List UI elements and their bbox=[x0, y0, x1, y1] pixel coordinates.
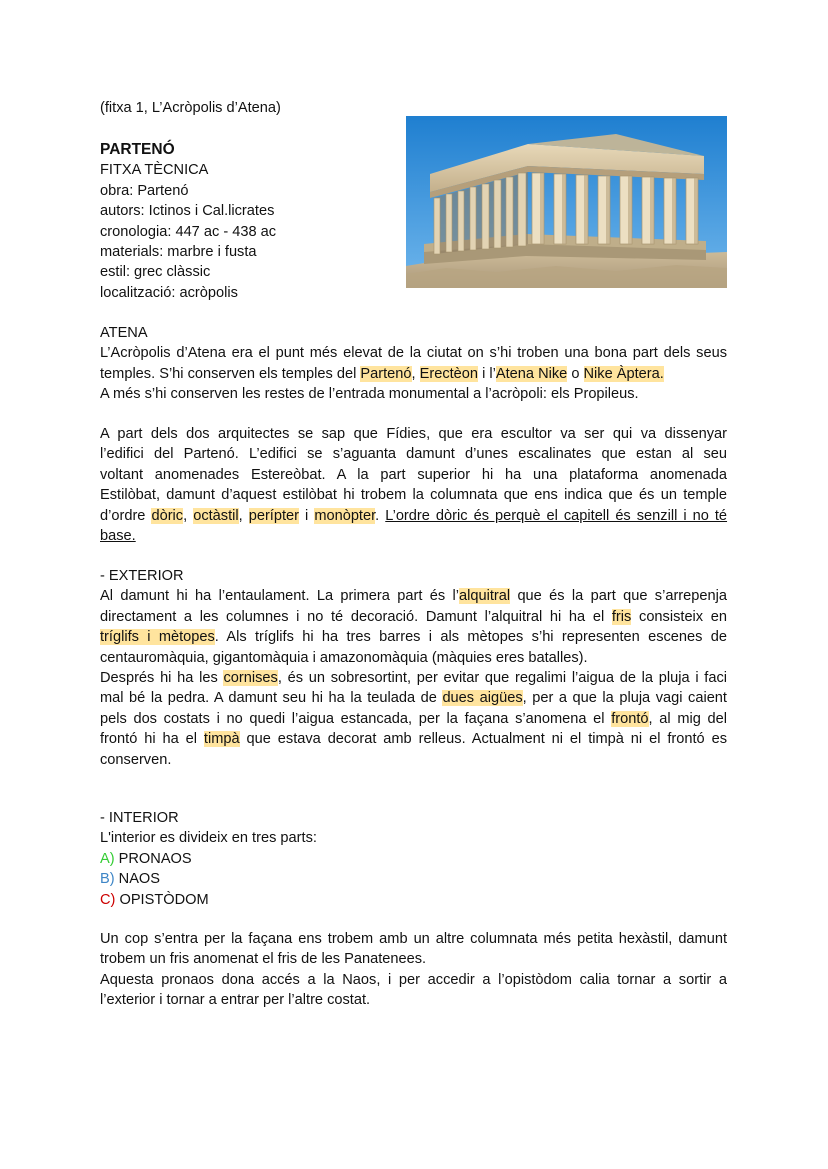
highlight-octastil: octàstil bbox=[193, 507, 239, 524]
architecture-paragraph bbox=[100, 424, 727, 546]
highlight-erecteon: Erectèon bbox=[419, 365, 479, 382]
text-span: directament a les columnes i no té decoració. Damunt l’alquitral hi ha el bbox=[100, 608, 612, 625]
interior-paragraph bbox=[100, 929, 727, 1011]
text-span: frontó hi ha el bbox=[100, 731, 204, 748]
highlight-timpa: timpà bbox=[203, 731, 240, 748]
arch-line-3: voltant anomenades Estereòbat. A la part superior hi ha una plataforma anomenada bbox=[100, 466, 727, 483]
underlined-text: base. bbox=[100, 528, 136, 545]
highlight-peripter: perípter bbox=[248, 507, 300, 524]
atena-heading: ATENA bbox=[100, 325, 148, 341]
interior-line-3: Aquesta pronaos dona accés a la Naos, i per accedir a l’opistòdom calia tornar a sortir a bbox=[100, 971, 727, 988]
source-line: (fitxa 1, L’Acròpolis d’Atena) bbox=[100, 100, 281, 116]
exterior-line-1 bbox=[100, 586, 727, 606]
page-title: PARTENÓ bbox=[100, 141, 175, 158]
text-span: d’ordre bbox=[100, 507, 152, 524]
text-span: que és la part que s’arrepenja bbox=[510, 588, 727, 605]
tech-heading: FITXA TÈCNICA bbox=[100, 162, 209, 179]
exterior-line-8 bbox=[100, 729, 727, 749]
arch-line-1: A part dels dos arquitectes se sap que Fídies, que era escultor va ser qui va dissenyar bbox=[100, 426, 727, 442]
interior-line-2: trobem un fris anomenat el fris de les Panatenees. bbox=[100, 951, 427, 968]
text-span: , per a que la pluja vagi caient bbox=[522, 690, 727, 707]
parthenon-photo bbox=[406, 116, 727, 288]
arch-line-2: l’edifici del Partenó. L’edifici se s’aguanta damunt d’unes escalinates que estan al seu bbox=[100, 446, 727, 463]
tech-line-cronologia: cronologia: 447 ac - 438 ac bbox=[100, 223, 277, 240]
text-span: mal bé la pedra. A damunt seu hi ha la teulada de bbox=[100, 690, 443, 707]
interior-section bbox=[100, 808, 727, 910]
atena-line-1: L’Acròpolis d’Atena era el punt més elevat de la ciutat on s’hi troben una bona part dels seus bbox=[100, 345, 727, 362]
part-name: NAOS bbox=[118, 871, 161, 888]
part-letter: B) bbox=[100, 871, 115, 888]
text-span: pels dos costats i no quedi l’aigua estancada, per la façana s’anomena el bbox=[100, 710, 612, 727]
text-span: i bbox=[299, 507, 315, 524]
exterior-line-5 bbox=[100, 668, 727, 688]
part-name: OPISTÒDOM bbox=[119, 891, 209, 908]
atena-line-3: A més s’hi conserven les restes de l’entrada monumental a l’acròpoli: els Propileus. bbox=[100, 386, 639, 403]
tech-line-autors: autors: Ictinos i Cal.licrates bbox=[100, 203, 275, 220]
highlight-partenon: Partenó bbox=[360, 365, 412, 382]
exterior-line-9: conserven. bbox=[100, 751, 172, 768]
highlight-alquitral: alquitral bbox=[458, 588, 511, 605]
text-span: . Als tríglifs hi ha tres barres i als mètopes s’hi representen escenes de bbox=[214, 629, 727, 646]
text-span: , bbox=[411, 365, 420, 382]
exterior-section bbox=[100, 566, 727, 770]
text-span: que estava decorat amb relleus. Actualment ni el timpà ni el frontó es bbox=[239, 731, 727, 748]
part-letter: C) bbox=[100, 891, 116, 908]
interior-heading: - INTERIOR bbox=[100, 810, 179, 826]
text-span: , és un sobresortint, per evitar que regalimi l’aigua de la pluja i faci bbox=[277, 670, 727, 687]
atena-line-2 bbox=[100, 364, 727, 384]
tech-line-estil: estil: grec clàssic bbox=[100, 264, 211, 281]
highlight-nike-aptera: Nike Àptera. bbox=[583, 365, 664, 382]
part-name: PRONAOS bbox=[118, 850, 192, 867]
exterior-line-7 bbox=[100, 709, 727, 729]
text-span: , bbox=[238, 507, 249, 524]
exterior-heading: - EXTERIOR bbox=[100, 568, 184, 584]
text-span: , al mig del bbox=[648, 710, 727, 727]
text-span: Després hi ha les bbox=[100, 670, 224, 687]
highlight-monopter: monòpter bbox=[314, 507, 376, 524]
arch-line-6 bbox=[100, 526, 727, 546]
highlight-cornises: cornises bbox=[223, 670, 278, 687]
tech-line-localitzacio: localització: acròpolis bbox=[100, 284, 238, 301]
tech-sheet bbox=[100, 140, 400, 303]
atena-section bbox=[100, 323, 727, 405]
highlight-dues-aigues: dues aigües bbox=[442, 690, 523, 707]
part-letter: A) bbox=[100, 850, 115, 867]
text-span: . bbox=[375, 507, 386, 524]
text-span: temples. S’hi conserven els temples del bbox=[100, 365, 361, 382]
interior-part-c bbox=[100, 890, 727, 910]
highlight-atena-nike: Atena Nike bbox=[495, 365, 568, 382]
arch-line-5 bbox=[100, 506, 727, 526]
highlight-triglifs: tríglifs i mètopes bbox=[100, 629, 215, 646]
text-span: o bbox=[567, 365, 584, 382]
highlight-doric: dòric bbox=[151, 507, 184, 524]
text-span: consisteix en bbox=[631, 608, 728, 625]
interior-part-a bbox=[100, 849, 727, 869]
exterior-line-6 bbox=[100, 688, 727, 708]
interior-line-4: l’exterior i tornar a entrar per l’altre costat. bbox=[100, 992, 371, 1009]
tech-line-materials: materials: marbre i fusta bbox=[100, 244, 257, 261]
exterior-line-4: centauromàquia, gigantomàquia i amazonomàquia (màquies eres batalles). bbox=[100, 649, 588, 666]
interior-part-b bbox=[100, 869, 727, 889]
arch-line-4: Estilòbat, damunt d’aquest estilòbat hi trobem la columnata que ens indica que és un temple bbox=[100, 487, 727, 504]
text-span: , bbox=[183, 507, 194, 524]
exterior-line-3 bbox=[100, 627, 727, 647]
text-span: i l’ bbox=[478, 365, 496, 382]
parthenon-photo-icon bbox=[406, 116, 727, 288]
highlight-fronto: frontó bbox=[611, 710, 649, 727]
highlight-fris: fris bbox=[611, 608, 632, 625]
interior-line-1: Un cop s’entra per la façana ens trobem amb un altre columnata més petita hexàstil, damunt bbox=[100, 931, 727, 947]
tech-line-obra: obra: Partenó bbox=[100, 182, 189, 199]
exterior-line-2 bbox=[100, 607, 727, 627]
text-span: Al damunt hi ha l’entaulament. La primera part és l’ bbox=[100, 588, 459, 605]
underlined-text: L’ordre dòric és perquè el capitell és senzill i no té bbox=[385, 507, 728, 524]
interior-intro: L'interior es divideix en tres parts: bbox=[100, 830, 317, 847]
